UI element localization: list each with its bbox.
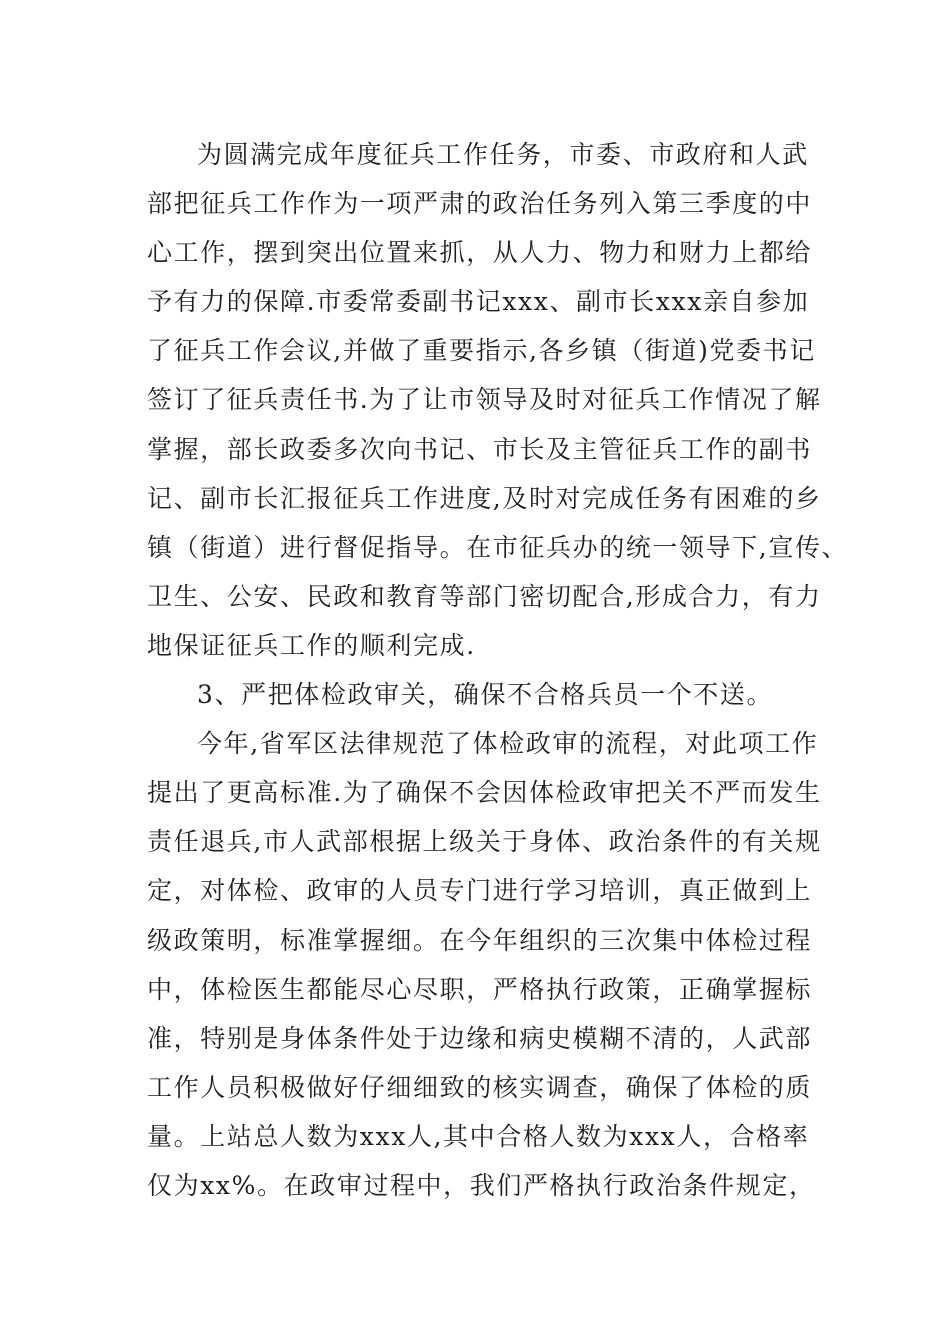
document-body [147,130,849,1210]
paragraph-line: 准，特别是身体条件处于边缘和病史模糊不清的，人武部 [147,1023,813,1053]
paragraph-line: 地保证征兵工作的顺利完成. [147,630,476,660]
paragraph-line: 中，体检医生都能尽心尽职，严格执行政策，正确掌握标 [147,974,813,1004]
paragraph-line: 提出了更高标准.为了确保不会因体检政审把关不严而发生 [147,778,822,808]
paragraph-line: 了征兵工作会议,并做了重要指示,各乡镇（街道)党委书记 [147,336,816,366]
paragraph-line: 为圆满完成年度征兵工作任务，市委、市政府和人武 [197,140,809,169]
paragraph-line: 工作人员积极做好仔细细致的核实调查，确保了体检的质 [147,1072,813,1102]
paragraph-line: 责任退兵,市人武部根据上级关于身体、政治条件的有关规 [147,827,822,857]
paragraph-line: 量。上站总人数为xxx人,其中合格人数为xxx人，合格率 [147,1121,810,1151]
paragraph-line: 镇（街道）进行督促指导。在市征兵办的统一领导下,宣传、 [147,532,849,562]
paragraph-line: 仅为xx%。在政审过程中，我们严格执行政治条件规定， [147,1170,816,1200]
paragraph-line: 心工作，摆到突出位置来抓，从人力、物力和财力上都给 [147,238,813,268]
paragraph-line: 予有力的保障.市委常委副书记xxx、副市长xxx亲自参加 [147,287,810,317]
section-heading: 3、严把体检政审关，确保不合格兵员一个不送。 [197,680,774,710]
paragraph-line: 定，对体检、政审的人员专门进行学习培训，真正做到上 [147,876,813,906]
paragraph-line: 级政策明，标准掌握细。在今年组织的三次集中体检过程 [147,925,813,955]
paragraph-line: 掌握，部长政委多次向书记、市长及主管征兵工作的副书 [147,434,813,464]
paragraph-line: 记、副市长汇报征兵工作进度,及时对完成任务有困难的乡 [147,483,822,513]
paragraph-line: 签订了征兵责任书.为了让市领导及时对征兵工作情况了解 [147,385,822,415]
paragraph-line: 部把征兵工作作为一项严肃的政治任务列入第三季度的中 [147,189,813,219]
paragraph-line: 卫生、公安、民政和教育等部门密切配合,形成合力，有力 [147,581,822,611]
paragraph-line: 今年,省军区法律规范了体检政审的流程，对此项工作 [197,729,819,759]
